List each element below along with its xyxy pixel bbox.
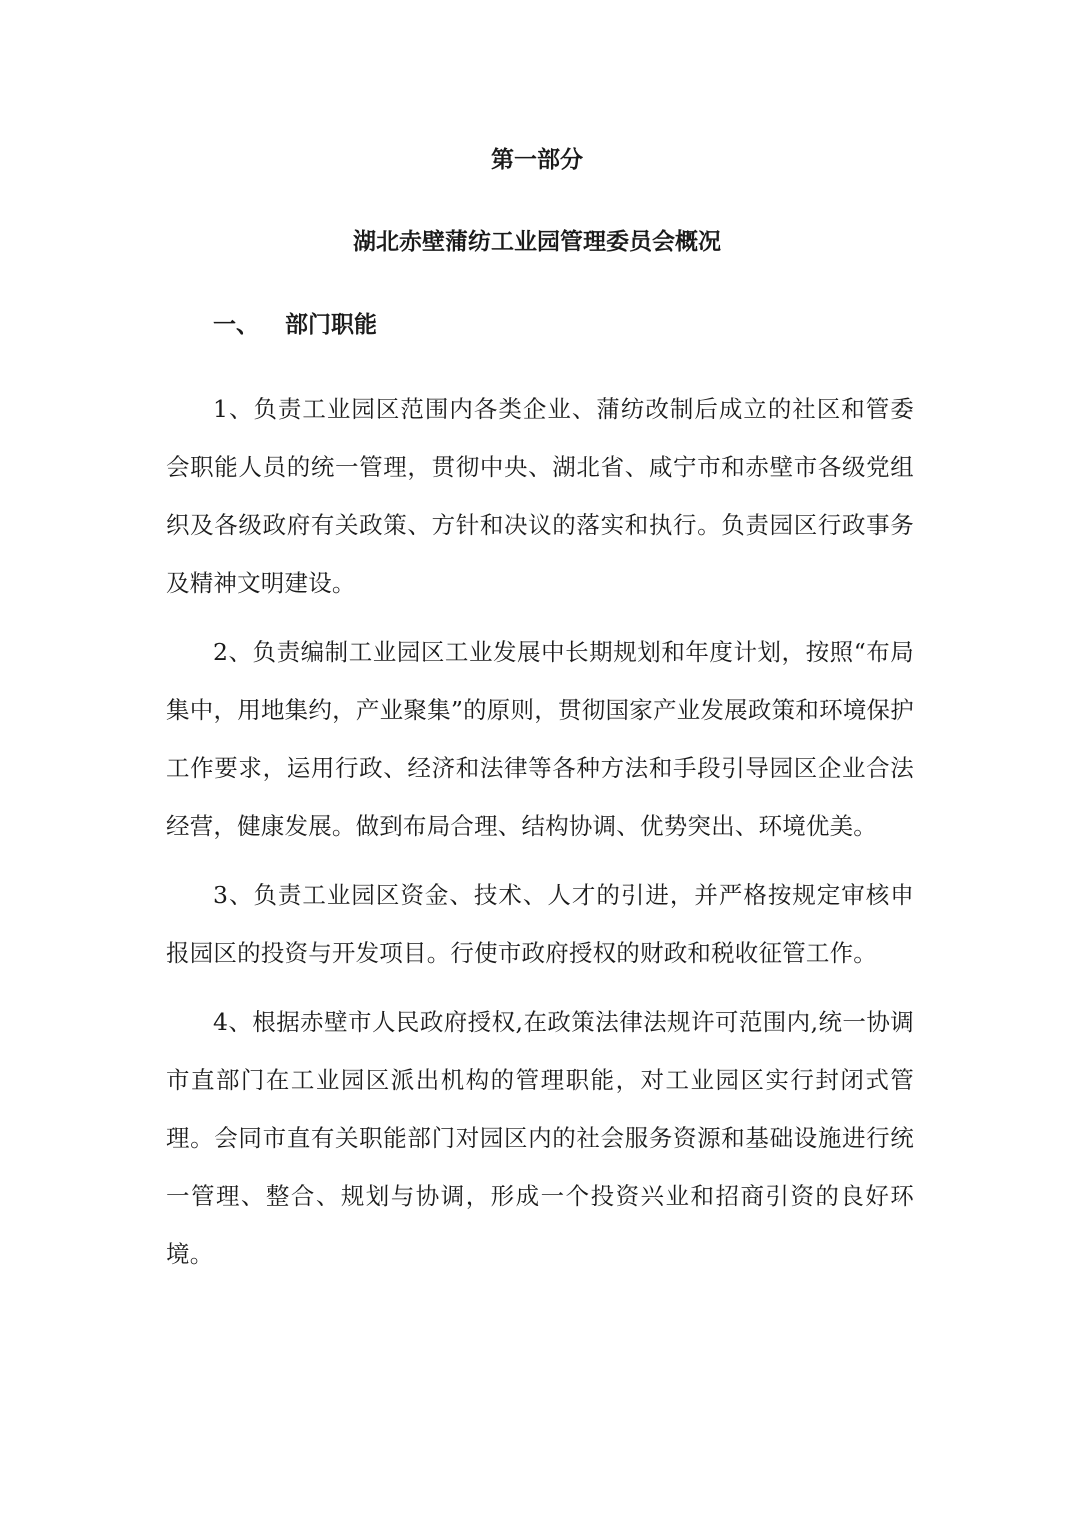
section-heading	[213, 307, 377, 343]
body-text	[166, 380, 914, 1294]
document-title: 湖北赤壁蒲纺工业园管理委员会概况	[353, 229, 721, 255]
section-heading-text: 部门职能	[285, 312, 377, 338]
paragraph-2: 2、负责编制工业园区工业发展中长期规划和年度计划，按照“布局集中，用地集约，产业聚集”的原则，贯彻国家产业发展政策和环境保护工作要求，运用行政、经济和法律等各种方法和手段引导园区企业合法经营，健康发展。做到布局合理、结构协调、优势突出、环境优美。	[166, 638, 914, 840]
paragraph-1: 1、负责工业园区范围内各类企业、蒲纺改制后成立的社区和管委会职能人员的统一管理，贯彻中央、湖北省、咸宁市和赤壁市各级党组织及各级政府有关政策、方针和决议的落实和执行。负责园区行政事务及精神文明建设。	[166, 395, 914, 597]
section-number: 一、	[213, 312, 259, 338]
paragraph-4: 4、根据赤壁市人民政府授权,在政策法律法规许可范围内,统一协调市直部门在工业园区派出机构的管理职能，对工业园区实行封闭式管理。会同市直有关职能部门对园区内的社会服务资源和基础设施进行统一管理、整合、规划与协调，形成一个投资兴业和招商引资的良好环境。	[166, 1008, 914, 1268]
part-title: 第一部分	[491, 147, 583, 173]
paragraph-3: 3、负责工业园区资金、技术、人才的引进，并严格按规定审核申报园区的投资与开发项目。行使市政府授权的财政和税收征管工作。	[166, 881, 914, 967]
